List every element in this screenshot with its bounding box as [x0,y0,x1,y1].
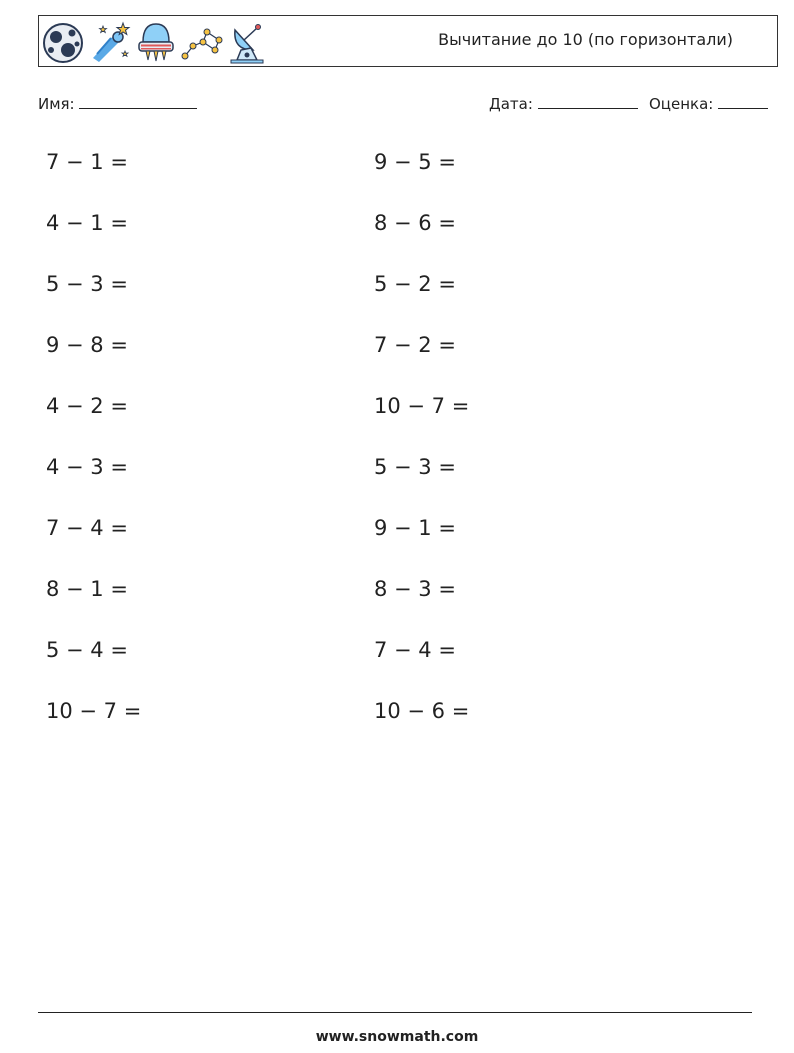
problem-left-8: 8 − 1 = [46,577,128,601]
problem-left-5: 4 − 2 = [46,394,128,418]
problem-right-4: 7 − 2 = [374,333,456,357]
problem-right-3: 5 − 2 = [374,272,456,296]
problem-right-9: 7 − 4 = [374,638,456,662]
problem-right-6: 5 − 3 = [374,455,456,479]
problem-left-4: 9 − 8 = [46,333,128,357]
problem-left-3: 5 − 3 = [46,272,128,296]
footer-divider [38,1012,752,1013]
problem-right-2: 8 − 6 = [374,211,456,235]
score-field[interactable] [649,94,768,113]
problem-right-7: 9 − 1 = [374,516,456,540]
header-icons [43,20,269,64]
worksheet-header [38,15,778,67]
problem-left-7: 7 − 4 = [46,516,128,540]
date-field[interactable] [489,94,638,113]
footer-url[interactable]: www.snowmath.com [315,1029,479,1045]
planet-icon [43,20,85,64]
name-field[interactable] [38,94,197,113]
score-blank-line[interactable] [718,94,768,109]
constellation-icon [181,20,223,64]
ufo-icon [135,20,177,64]
name-blank-line[interactable] [79,94,197,109]
problem-left-9: 5 − 4 = [46,638,128,662]
problem-right-1: 9 − 5 = [374,150,456,174]
date-label: Дата: [489,95,533,113]
problem-left-6: 4 − 3 = [46,455,128,479]
problem-left-1: 7 − 1 = [46,150,128,174]
name-label: Имя: [38,95,75,113]
worksheet-title: Вычитание до 10 (по горизонтали) [438,30,733,49]
score-label: Оценка: [649,95,714,113]
problem-left-10: 10 − 7 = [46,699,142,723]
problem-right-8: 8 − 3 = [374,577,456,601]
problem-right-10: 10 − 6 = [374,699,470,723]
satellite-dish-icon [227,20,269,64]
date-blank-line[interactable] [538,94,638,109]
problem-right-5: 10 − 7 = [374,394,470,418]
problem-left-2: 4 − 1 = [46,211,128,235]
comet-icon [89,20,131,64]
